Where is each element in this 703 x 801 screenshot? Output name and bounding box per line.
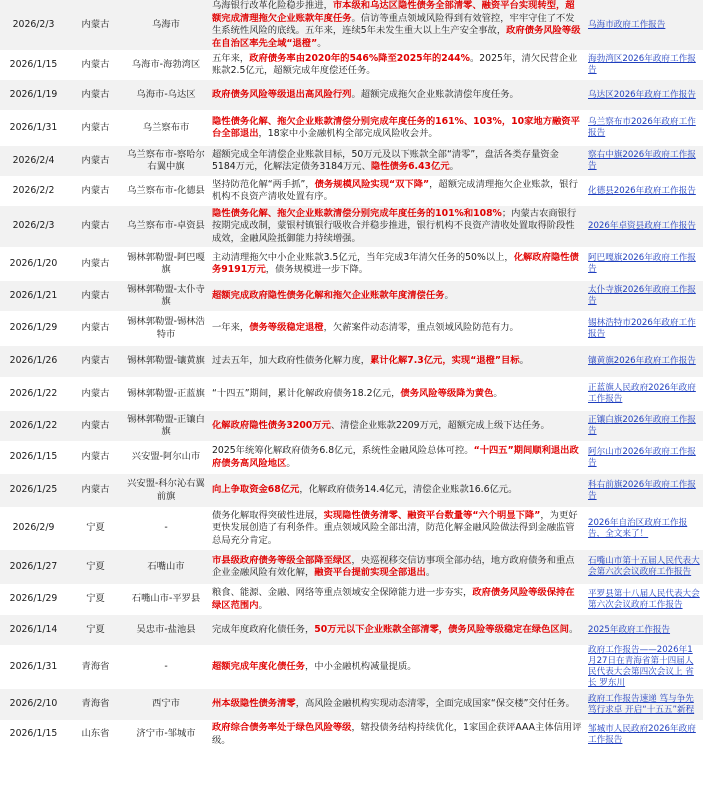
content-cell — [208, 377, 586, 411]
content-text: ，央巡视移交信访事项全部办结，地方政府债务和重点企业金融风险有效化解， — [212, 554, 575, 578]
content-text: ，债务规模进一步下降。 — [265, 264, 369, 275]
source-link[interactable]: 阿巴嘎旗2026年政府工作报告 — [588, 253, 696, 274]
content-text: 。 — [425, 567, 436, 578]
content-cell — [208, 584, 586, 615]
content-text: 。 — [568, 623, 579, 635]
highlight-text: 政府债务率由2020年的546%降至2025年的244% — [249, 52, 470, 64]
content-text: 粮食、能源、金融、网络等重点领域安全保障能力进一步夯实， — [212, 587, 473, 598]
city-cell: 兴安盟-阿尔山市 — [124, 441, 208, 474]
table-row — [0, 346, 703, 377]
source-cell — [586, 346, 703, 377]
province-cell: 内蒙古 — [67, 377, 124, 411]
date-cell: 2026/1/27 — [0, 550, 67, 584]
content-cell — [208, 441, 586, 474]
province-cell: 内蒙古 — [67, 50, 124, 80]
source-cell — [586, 645, 703, 689]
highlight-text: 实现隐性债务清零、融资平台数量等“六个明显下降” — [323, 509, 541, 521]
source-cell — [586, 281, 703, 311]
source-cell — [586, 206, 703, 247]
date-cell: 2026/1/15 — [0, 441, 67, 474]
highlight-text: 州本级隐性债务清零 — [212, 698, 296, 710]
source-link[interactable]: 阿尔山市2026年政府工作报告 — [588, 446, 696, 468]
content-cell — [208, 146, 586, 176]
highlight-text: 政府债务风险等级在自治区率先全域“退橙” — [212, 25, 581, 49]
table-row — [0, 377, 703, 411]
content-text: 债务化解取得突破性进展， — [212, 509, 324, 521]
content-cell — [208, 550, 586, 584]
table-row — [0, 411, 703, 441]
source-cell — [586, 80, 703, 110]
city-cell: 吴忠市-盐池县 — [124, 615, 208, 645]
province-cell: 内蒙古 — [67, 346, 124, 377]
content-text: ，辖投债务结构持续优化，1家国企获评AAA主体信用评级。 — [212, 722, 582, 746]
source-link[interactable]: 邹城市人民政府2026年政府工作报告 — [588, 723, 696, 745]
content-cell — [208, 645, 586, 689]
content-text: 。 — [317, 37, 327, 49]
content-cell — [208, 110, 586, 146]
highlight-text: 政府债务风险等级保持在绿区范围内 — [212, 587, 575, 611]
province-cell: 内蒙古 — [67, 281, 124, 311]
city-cell: 乌海市-乌达区 — [124, 80, 208, 110]
city-cell: 乌兰察布市-卓资县 — [124, 206, 208, 247]
content-text: 。 — [286, 457, 296, 469]
content-cell — [208, 311, 586, 346]
content-cell — [208, 474, 586, 507]
date-cell: 2026/1/21 — [0, 281, 67, 311]
table-row — [0, 80, 703, 110]
city-cell: 锡林郭勒盟-太仆寺旗 — [124, 281, 208, 311]
date-cell: 2026/1/15 — [0, 50, 67, 80]
province-cell: 内蒙古 — [67, 146, 124, 176]
city-cell: - — [124, 645, 208, 689]
date-cell: 2026/1/19 — [0, 80, 67, 110]
content-text: ；内蒙古农商银行按期完成改制，蒙银村镇银行吸收合并稳步推进，银行机构不良资产清收处置取得阶段性成效，金融风险抵御能力持续增强。 — [212, 207, 577, 244]
content-cell — [208, 615, 586, 645]
table-row — [0, 206, 703, 247]
source-link[interactable]: 锡林浩特市2026年政府工作报告 — [588, 317, 696, 339]
content-text: 主动清理拖欠中小企业账款3.5亿元，当年完成3年清欠任务的50%以上， — [212, 251, 514, 263]
content-text: 一年来， — [212, 322, 250, 334]
date-cell: 2026/1/22 — [0, 377, 67, 411]
city-cell: 乌海市-海勃湾区 — [124, 50, 208, 80]
content-text: ，中小金融机构减量提质。 — [304, 660, 417, 672]
city-cell: 锡林郭勒盟-阿巴嘎旗 — [124, 247, 208, 281]
source-cell — [586, 0, 703, 50]
table-row — [0, 50, 703, 80]
highlight-text: 向上争取资金68亿元 — [212, 484, 300, 496]
city-cell: 锡林郭勒盟-镶黄旗 — [124, 346, 208, 377]
province-cell: 宁夏 — [67, 550, 124, 584]
date-cell: 2026/1/29 — [0, 311, 67, 346]
province-cell: 宁夏 — [67, 584, 124, 615]
city-cell: 济宁市-邹城市 — [124, 720, 208, 749]
source-cell — [586, 146, 703, 176]
content-text: 。 — [449, 161, 459, 172]
city-cell: - — [124, 507, 208, 550]
source-link[interactable]: 察右中旗2026年政府工作报告 — [588, 150, 696, 171]
highlight-text: 债务风险等级降为黄色 — [400, 387, 494, 399]
source-link[interactable]: 海勃湾区2026年政府工作报告 — [588, 54, 696, 75]
highlight-text: 隐性债务化解、拖欠企业账款清偿分别完成年度任务的101%和108% — [212, 207, 502, 219]
content-text: 完成年度政府化债任务， — [212, 623, 315, 635]
content-cell — [208, 689, 586, 720]
province-cell: 青海省 — [67, 645, 124, 689]
content-cell — [208, 247, 586, 281]
date-cell: 2026/1/25 — [0, 474, 67, 507]
table-row — [0, 176, 703, 206]
source-cell — [586, 615, 703, 645]
table-row — [0, 311, 703, 346]
table-row — [0, 550, 703, 584]
table-row — [0, 645, 703, 689]
province-cell: 宁夏 — [67, 507, 124, 550]
content-text: 。 — [519, 355, 529, 367]
source-cell — [586, 720, 703, 749]
source-cell — [586, 311, 703, 346]
source-link[interactable]: 科右前旗2026年政府工作报告 — [588, 479, 696, 501]
city-cell: 石嘴山市-平罗县 — [124, 584, 208, 615]
highlight-text: 市县级政府债务等级全部降至绿区 — [212, 554, 352, 566]
date-cell: 2026/1/26 — [0, 346, 67, 377]
date-cell: 2026/2/10 — [0, 689, 67, 720]
source-cell — [586, 441, 703, 474]
table-row — [0, 689, 703, 720]
content-text: ，18家中小金融机构全部完成风险收会并。 — [258, 128, 438, 139]
content-text: 。 — [258, 599, 268, 611]
content-cell — [208, 80, 586, 110]
source-cell — [586, 550, 703, 584]
table-row — [0, 507, 703, 550]
content-text: 2025年统筹化解政府债务6.8亿元，系统性金融风险总体可控。 — [212, 445, 474, 456]
content-cell — [208, 176, 586, 206]
source-link[interactable]: 政府工作报告——2026年1月27日在青海省第十四届人民代表大会第四次会议上 省长 罗东川 — [588, 645, 694, 688]
date-cell: 2026/2/3 — [0, 206, 67, 247]
source-cell — [586, 247, 703, 281]
highlight-text: 政府债务风险等级退出高风险行列 — [212, 88, 352, 100]
highlight-text: “十四五”期间顺利退出政府债务高风险地区 — [212, 445, 579, 469]
date-cell: 2026/2/2 — [0, 176, 67, 206]
highlight-text: 超额完成年度化债任务 — [212, 660, 305, 672]
content-text: “十四五”期间，累计化解政府债务18.2亿元， — [212, 387, 401, 399]
content-cell — [208, 507, 586, 550]
source-cell — [586, 110, 703, 146]
source-link[interactable]: 2025年政府工作报告 — [588, 624, 671, 635]
source-link[interactable]: 太仆寺旗2026年政府工作报告 — [588, 285, 696, 306]
highlight-text: 化解政府隐性债务3200万元 — [212, 419, 331, 431]
highlight-text: 超额完成政府隐性债务化解和拖欠企业账款年度清偿任务 — [212, 289, 445, 301]
highlight-text: 化解政府隐性债务9191万元 — [212, 251, 579, 275]
highlight-text: 市本级和乌达区隐性债务全部清零、融资平台实现转型，超额完成清理拖欠企业账款年度任务 — [212, 0, 575, 24]
date-cell: 2026/1/29 — [0, 584, 67, 615]
province-cell: 内蒙古 — [67, 176, 124, 206]
date-cell: 2026/1/15 — [0, 720, 67, 749]
source-link[interactable]: 乌达区2026年政府工作报告 — [588, 89, 696, 100]
content-text: 。 — [444, 289, 454, 301]
source-link[interactable]: 2026年卓资县政府工作报告 — [588, 221, 696, 231]
content-text: 五年来， — [212, 52, 250, 64]
source-cell — [586, 50, 703, 80]
content-cell — [208, 50, 586, 80]
date-cell: 2026/1/22 — [0, 411, 67, 441]
province-cell: 内蒙古 — [67, 247, 124, 281]
content-cell — [208, 281, 586, 311]
city-cell: 石嘴山市 — [124, 550, 208, 584]
source-cell — [586, 689, 703, 720]
highlight-text: 50万元以下企业账款全部清零，债务风险等级稳定在绿色区间 — [314, 623, 569, 635]
table-row — [0, 474, 703, 507]
content-text: 。2025年，清欠民营企业账款2.5亿元，超额完成年度偿还任务。 — [212, 52, 578, 76]
city-cell: 西宁市 — [124, 689, 208, 720]
table-row — [0, 584, 703, 615]
province-cell: 内蒙古 — [67, 206, 124, 247]
highlight-text: 隐性债务化解、拖欠企业账款清偿分别完成年度任务的161%、103%，10家地方融资平台全部退出 — [212, 115, 580, 139]
province-cell: 内蒙古 — [67, 0, 124, 50]
city-cell: 锡林郭勒盟-正蓝旗 — [124, 377, 208, 411]
province-cell: 内蒙古 — [67, 411, 124, 441]
highlight-text: 融资平台提前实现全部退出 — [314, 567, 426, 578]
highlight-text: 债务等级稳定退橙 — [249, 322, 324, 334]
date-cell: 2026/2/3 — [0, 0, 67, 50]
table-row — [0, 281, 703, 311]
source-link[interactable]: 乌海市政府工作报告 — [588, 19, 666, 30]
date-cell: 2026/2/9 — [0, 507, 67, 550]
city-cell: 锡林郭勒盟-正镶白旗 — [124, 411, 208, 441]
content-cell — [208, 346, 586, 377]
province-cell: 内蒙古 — [67, 441, 124, 474]
table-row — [0, 441, 703, 474]
source-link[interactable]: 镶黄旗2026年政府工作报告 — [588, 356, 696, 366]
city-cell: 乌兰察布市-化德县 — [124, 176, 208, 206]
highlight-text: 债务规模风险实现“双下降” — [314, 178, 430, 190]
source-link[interactable]: 2026年自治区政府工作报告，全文来了！ — [588, 517, 688, 539]
city-cell: 兴安盟-科尔沁右翼前旗 — [124, 474, 208, 507]
date-cell: 2026/2/4 — [0, 146, 67, 176]
source-link[interactable]: 正镶白旗2026年政府工作报告 — [588, 415, 696, 436]
city-cell: 乌兰察布市 — [124, 110, 208, 146]
table-row — [0, 110, 703, 146]
source-link[interactable]: 政府工作报告速递 笃与争先 笃行求卓 开启“十五五”新程 — [588, 693, 695, 715]
province-cell: 内蒙古 — [67, 80, 124, 110]
table-row — [0, 247, 703, 281]
source-link[interactable]: 平罗县第十八届人民代表大会第六次会议政府工作报告 — [588, 588, 700, 610]
content-text: ，化解政府债务14.4亿元，清偿企业账款16.6亿元。 — [299, 484, 518, 496]
date-cell: 2026/1/31 — [0, 645, 67, 689]
content-text: 。信访等重点领域风险得到有效管控，牢牢守住了不发生系统性风险的底线。五年来，连续5年未发生重大以上生产安全事故， — [212, 12, 575, 36]
city-cell: 锡林郭勒盟-锡林浩特市 — [124, 311, 208, 346]
content-text: ，欠薪案件动态清零，重点领域风险防范有力。 — [323, 322, 519, 334]
province-cell: 宁夏 — [67, 615, 124, 645]
source-cell — [586, 377, 703, 411]
source-cell — [586, 176, 703, 206]
province-cell: 内蒙古 — [67, 474, 124, 507]
source-cell — [586, 411, 703, 441]
date-cell: 2026/1/20 — [0, 247, 67, 281]
content-text: 。 — [493, 387, 503, 399]
province-cell: 山东省 — [67, 720, 124, 749]
city-cell: 乌海市 — [124, 0, 208, 50]
source-cell — [586, 584, 703, 615]
content-text: 坚持防范化解“两手抓”， — [212, 178, 315, 190]
content-text: ，为更好更快发展创造了有利条件。重点领域风险全部出清，防范化解金融风险做法得到金融监管总局充分肯定。 — [212, 509, 578, 546]
content-text: ，高风险金融机构实现动态清零，全面完成国家“保交楼”交付任务。 — [295, 698, 575, 710]
highlight-text: 累计化解7.3亿元，实现“退橙”目标 — [370, 355, 520, 367]
table-row — [0, 146, 703, 176]
content-text: 过去五年，加大政府性债务化解力度， — [212, 355, 371, 367]
source-link[interactable]: 正蓝旗人民政府2026年政府工作报告 — [588, 383, 696, 404]
source-cell — [586, 507, 703, 550]
source-link[interactable]: 石嘴山市第十五届人民代表大会第六次会议政府工作报告 — [588, 556, 700, 577]
date-cell: 2026/1/31 — [0, 110, 67, 146]
source-link[interactable]: 乌兰察布市2026年政府工作报告 — [588, 117, 696, 138]
content-text: ，超额完成清理拖欠企业账款，银行机构不良资产清收处置有序。 — [212, 178, 578, 202]
source-cell — [586, 474, 703, 507]
content-cell — [208, 720, 586, 749]
content-cell — [208, 411, 586, 441]
content-text: 。超额完成拖欠企业账款清偿年度任务。 — [351, 88, 519, 100]
content-cell — [208, 0, 586, 50]
province-cell: 内蒙古 — [67, 110, 124, 146]
table-row — [0, 615, 703, 645]
source-link[interactable]: 化德县2026年政府工作报告 — [588, 185, 696, 196]
highlight-text: 政府综合债务率处于绿色风险等级 — [212, 722, 352, 733]
content-text: 、清偿企业账款2209万元，超额完成上级下达任务。 — [330, 419, 550, 431]
content-text: 乌海银行改革化险稳步推进， — [212, 0, 333, 11]
content-cell — [208, 206, 586, 247]
province-cell: 内蒙古 — [67, 311, 124, 346]
content-text: 超额完成全年清偿企业账款目标，50万元及以下账款全部“清零”，盘活各类存量资金5184万元，化解法定债务3184万元、 — [212, 148, 559, 172]
city-cell: 乌兰察布市-察哈尔右翼中旗 — [124, 146, 208, 176]
table-row — [0, 0, 703, 50]
table-row — [0, 720, 703, 749]
date-cell: 2026/1/14 — [0, 615, 67, 645]
province-cell: 青海省 — [67, 689, 124, 720]
highlight-text: 隐性债务6.43亿元 — [370, 161, 450, 172]
